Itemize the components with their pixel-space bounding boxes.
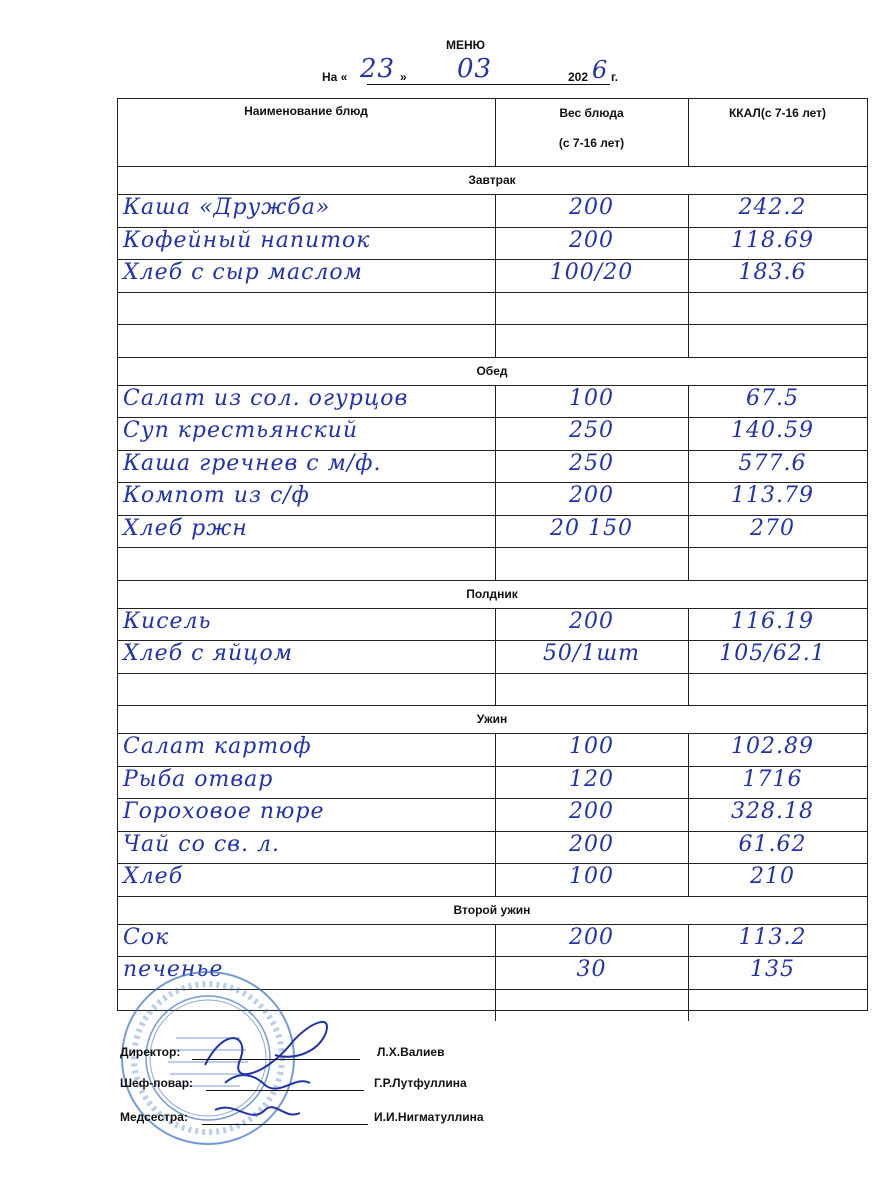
row-rule [117,896,867,897]
row-rule [117,673,867,674]
signature-person: Л.Х.Валиев [377,1045,445,1059]
dish-weight: 100 [569,385,614,411]
column-divider [688,482,689,515]
signature-row-director [120,1045,540,1065]
column-divider [688,798,689,831]
dish-kcal: 140.59 [731,418,814,443]
dish-name: Каша гречнев с м/ф. [123,450,382,476]
signatures-block [120,1040,540,1130]
signature-person: И.И.Нигматуллина [374,1110,484,1124]
column-divider [688,924,689,957]
row-rule [117,547,867,548]
dish-kcal: 135 [750,957,795,982]
column-divider [495,547,496,580]
dish-weight: 250 [569,450,614,476]
column-divider [688,450,689,483]
column-divider [688,98,689,166]
menu-title: МЕНЮ [446,38,486,52]
dish-weight: 50/1шт [542,641,641,666]
column-divider [688,194,689,227]
section-title: Обед [476,363,508,378]
dish-name: Гороховое пюре [123,799,325,824]
dish-weight: 200 [569,608,614,634]
dish-name: Хлеб [123,864,184,889]
dish-name: Сок [123,924,170,950]
dish-weight: 200 [569,195,614,220]
year-suffix: г. [611,70,619,84]
dish-name: Салат картоф [123,734,312,759]
dish-kcal: 210 [750,864,795,889]
column-divider [688,863,689,896]
date-month-handwritten: 03 [457,54,493,84]
column-header-weight: Вес блюда [559,106,624,120]
column-divider [688,385,689,418]
dish-weight: 200 [569,924,614,950]
row-rule [117,357,867,358]
dish-kcal: 116.19 [731,608,814,634]
dish-name: Рыба отвар [123,766,274,792]
year-prefix: 202 [568,70,589,84]
column-divider [688,324,689,357]
dish-name: Кофейный напиток [123,227,371,253]
column-divider [688,515,689,548]
dish-kcal: 242.2 [738,195,807,220]
dish-kcal: 328.18 [731,799,814,824]
column-divider [495,324,496,357]
dish-kcal: 1716 [742,766,803,792]
dish-name: Чай со св. л. [123,831,280,857]
dish-weight: 100 [569,864,614,889]
signature-blank [206,1090,364,1091]
column-divider [688,608,689,641]
row-rule [117,324,867,325]
dish-kcal: 105/62.1 [719,641,826,666]
dish-kcal: 61.62 [738,831,807,857]
day-blank [367,84,417,85]
signature-role: Директор: [120,1045,181,1059]
section-title: Завтрак [468,173,516,187]
column-divider [688,547,689,580]
date-line [322,54,642,88]
row-rule [117,292,867,293]
dish-weight: 120 [569,766,614,792]
dish-kcal: 577.6 [738,450,807,476]
dish-name: Салат из сол. огурцов [123,385,409,411]
signature-blank [192,1059,360,1060]
dish-name: Хлеб с сыр маслом [123,260,363,285]
dish-kcal: 102.89 [731,734,814,759]
dish-name: Каша «Дружба» [123,195,331,220]
dish-name: Компот из с/ф [123,483,310,508]
dish-weight: 200 [569,483,614,508]
month-blank [414,84,592,85]
dish-weight: 100/20 [549,260,634,285]
dish-name: Хлеб ржн [123,515,248,541]
dish-weight: 250 [569,418,614,443]
column-divider [688,989,689,1022]
signature-role: Медсестра: [120,1110,188,1124]
year-blank [592,84,610,85]
row-rule [117,705,867,706]
section-title: Полдник [466,586,518,601]
column-divider [688,673,689,706]
date-day-handwritten: 23 [360,54,396,84]
dish-weight: 30 [576,957,607,982]
date-prefix: На « [322,70,348,84]
column-divider [688,956,689,989]
column-divider [688,640,689,673]
section-title: Второй ужин [453,902,531,917]
signature-row-nurse [120,1110,540,1130]
column-header-kcal: ККАЛ(с 7-16 лет) [728,106,827,120]
dish-weight: 200 [569,227,614,253]
column-divider [495,989,496,1022]
signature-person: Г.Р.Лутфуллина [374,1076,467,1090]
dish-weight: 200 [569,799,614,824]
row-rule [117,166,867,167]
column-divider [495,292,496,325]
column-header-weight-age: (с 7-16 лет) [558,136,625,150]
dish-weight: 100 [569,734,614,759]
row-rule [117,580,867,581]
signature-row-chef [120,1076,540,1096]
column-divider [495,98,496,166]
column-divider [688,227,689,260]
date-quote-close: » [400,70,407,84]
column-divider [688,733,689,766]
column-header-dish: Наименование блюд [244,104,368,118]
dish-kcal: 113.2 [738,924,807,950]
dish-kcal: 118.69 [731,227,814,253]
section-title: Ужин [476,712,508,726]
column-divider [688,259,689,292]
column-divider [495,673,496,706]
dish-name: Суп крестьянский [123,418,359,443]
signature-role: Шеф-повар: [120,1076,194,1090]
dish-weight: 20 150 [550,515,633,541]
dish-weight: 200 [569,831,614,857]
dish-kcal: 113.79 [731,483,814,508]
dish-name: Кисель [123,608,212,634]
dish-name: печенье [123,957,224,982]
column-divider [688,417,689,450]
menu-table [117,98,867,1010]
dish-kcal: 183.6 [738,260,807,285]
column-divider [688,766,689,799]
column-divider [688,831,689,864]
date-year-handwritten: 6 [592,56,609,84]
dish-kcal: 270 [750,515,795,541]
signature-blank [202,1124,368,1125]
column-divider [688,292,689,325]
dish-kcal: 67.5 [746,385,799,411]
dish-name: Хлеб с яйцом [123,641,293,666]
